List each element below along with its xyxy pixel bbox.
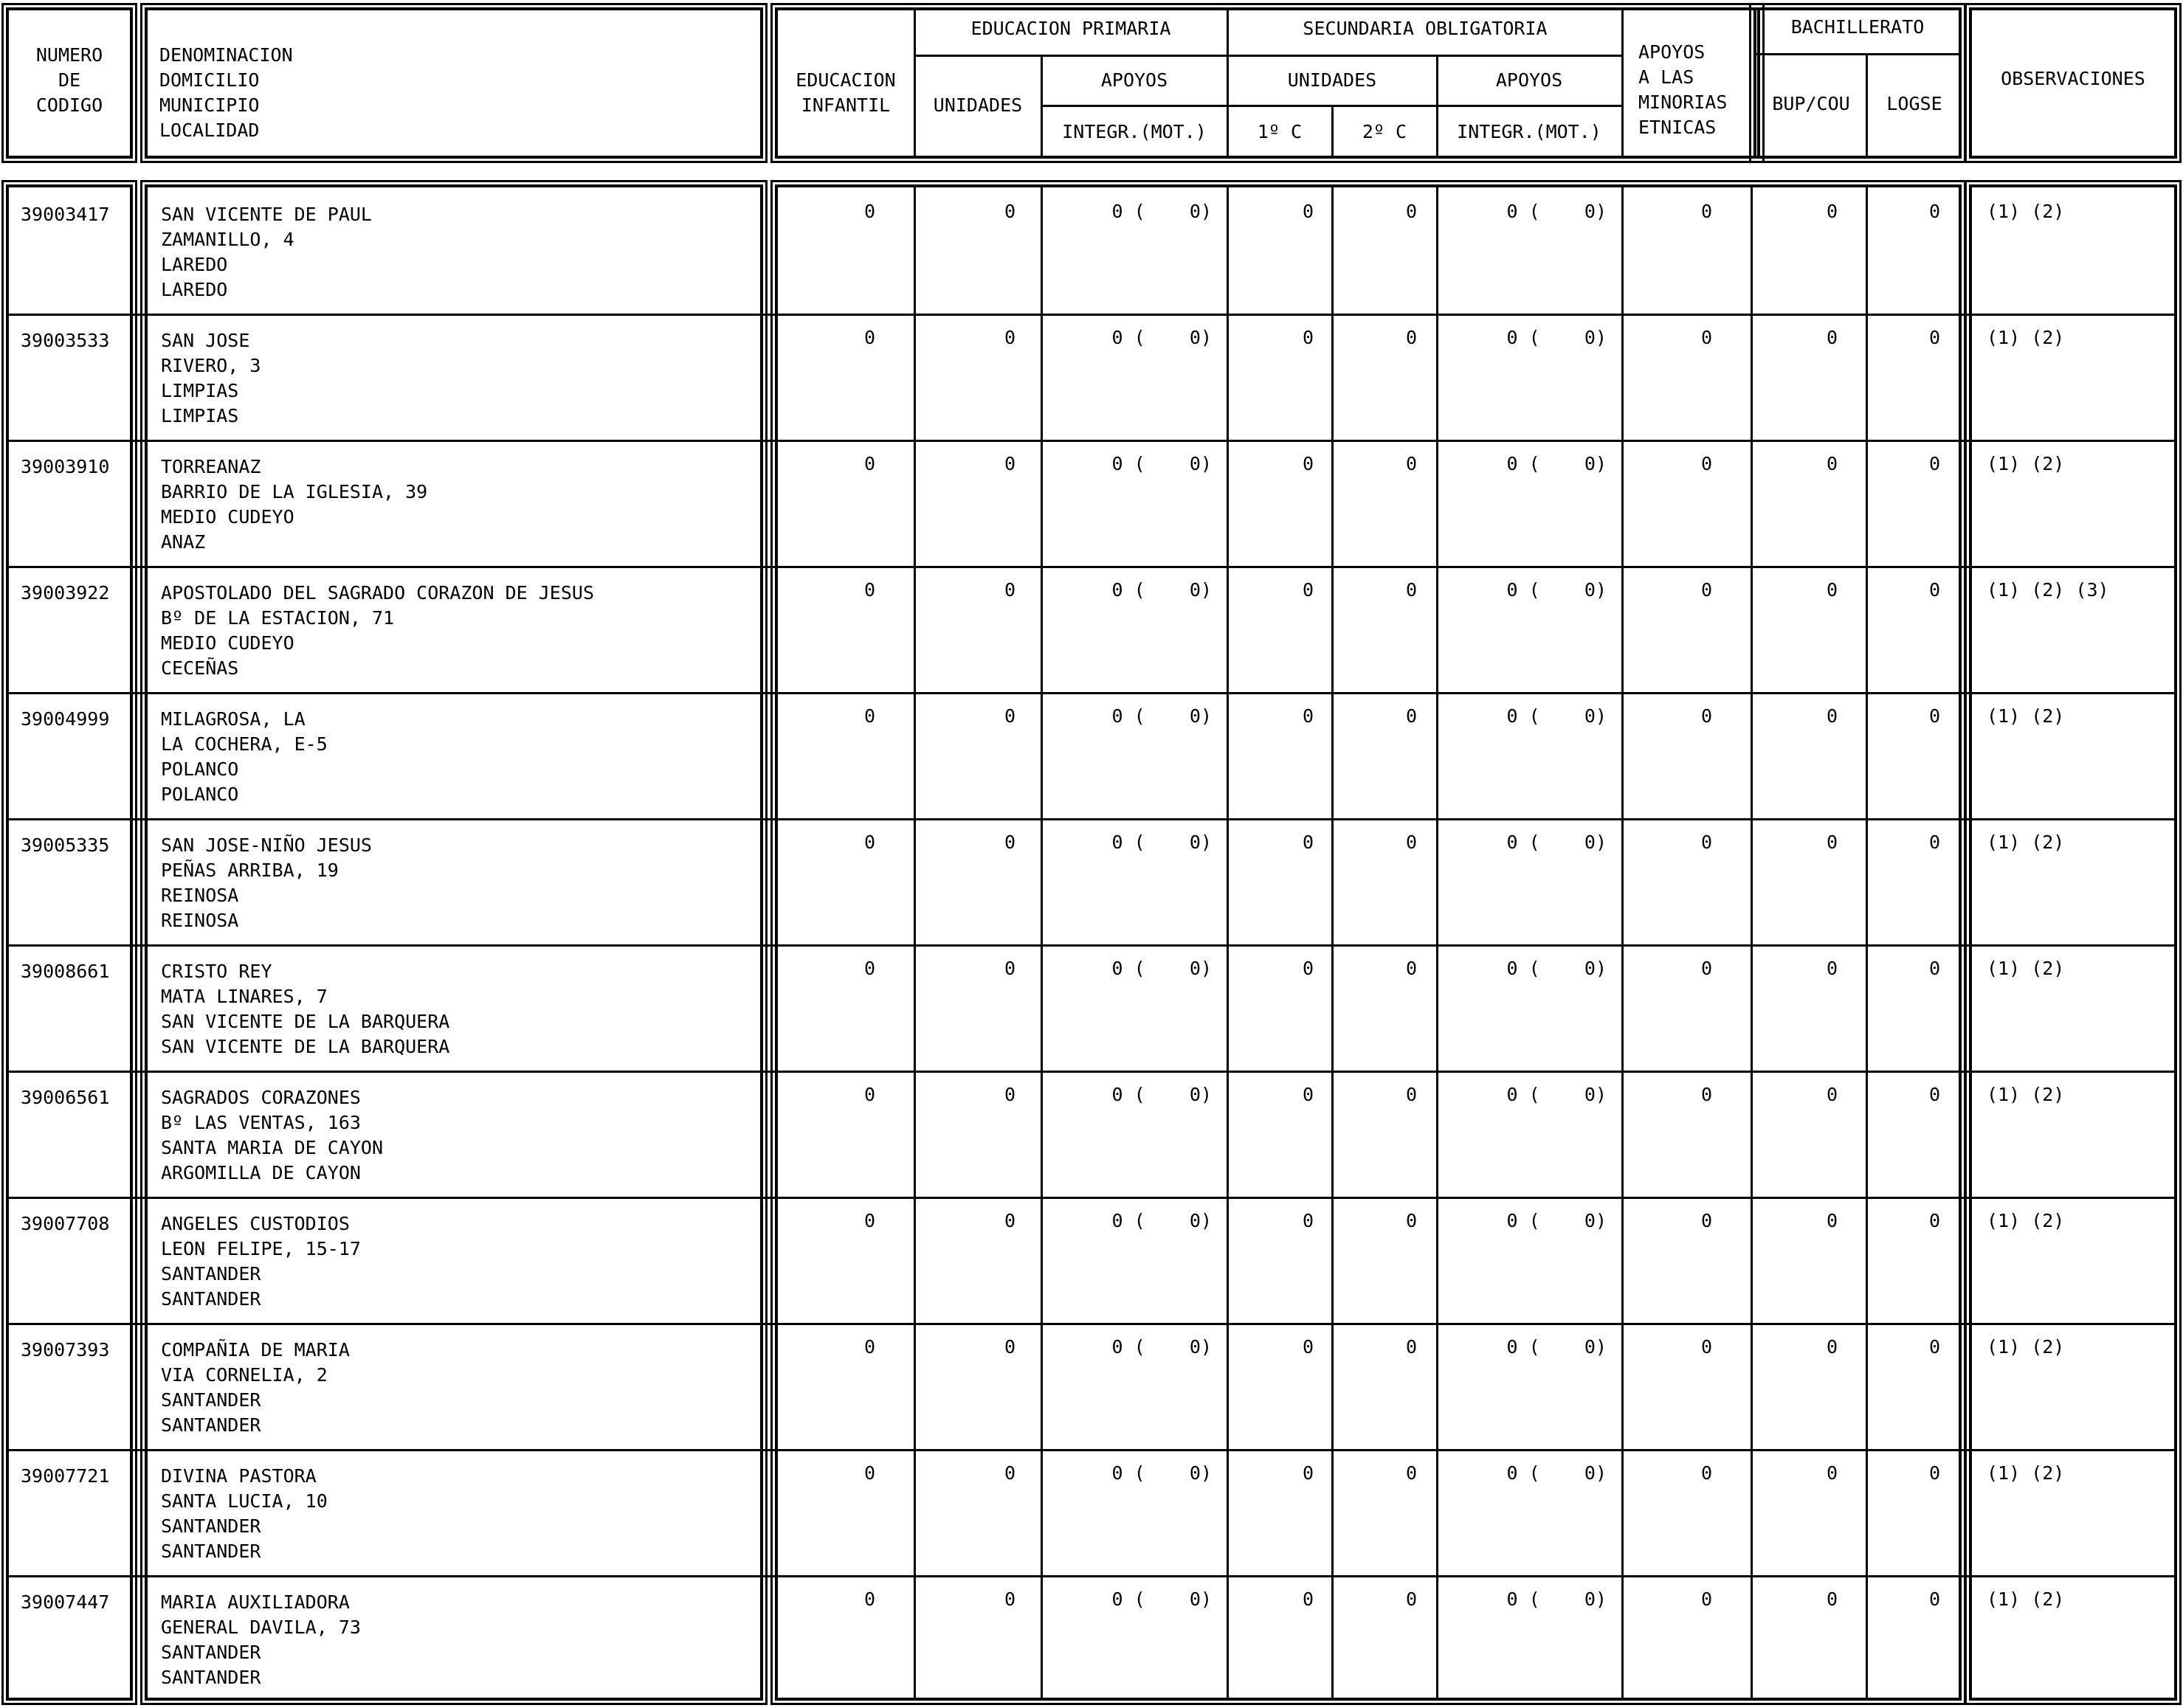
- row-separator: [6, 1071, 2177, 1073]
- row-sec-1c: 0: [1302, 705, 1314, 727]
- header-divider: [1753, 53, 1962, 55]
- header-primer-ciclo: 1º C: [1257, 121, 1303, 142]
- row-codigo: 39004999: [21, 708, 110, 730]
- row-sec-2c: 0: [1405, 201, 1417, 222]
- header-divider: [1331, 106, 1334, 159]
- row-logse: 0: [1928, 831, 1940, 853]
- row-sec-1c: 0: [1302, 579, 1314, 601]
- header-divider: [1866, 55, 1868, 159]
- row-minorias: 0: [1700, 1210, 1712, 1231]
- row-prim-unidades: 0: [1004, 1462, 1015, 1484]
- row-bup: 0: [1826, 201, 1838, 222]
- row-municipio: LIMPIAS: [161, 380, 239, 401]
- column-divider: [1621, 184, 1624, 1701]
- row-prim-apoyos: 0 ( 0): [1111, 831, 1212, 853]
- row-codigo: 39003922: [21, 582, 110, 604]
- row-minorias: 0: [1700, 453, 1712, 474]
- row-prim-apoyos: 0 ( 0): [1111, 1462, 1212, 1484]
- row-prim-apoyos: 0 ( 0): [1111, 201, 1212, 222]
- header-secundaria-obligatoria: SECUNDARIA OBLIGATORIA: [1303, 18, 1548, 39]
- row-observaciones: (1) (2) (3): [1987, 579, 2109, 601]
- row-infantil: 0: [863, 327, 875, 348]
- row-bup: 0: [1826, 1588, 1838, 1610]
- row-codigo: 39007708: [21, 1213, 110, 1234]
- row-infantil: 0: [863, 579, 875, 601]
- header-prim-apoyos: APOYOS: [1100, 69, 1168, 91]
- header-bachillerato: BACHILLERATO: [1790, 16, 1925, 38]
- row-observaciones: (1) (2): [1987, 453, 2065, 474]
- row-infantil: 0: [863, 1336, 875, 1358]
- row-bup: 0: [1826, 958, 1838, 979]
- row-sec-2c: 0: [1405, 1588, 1417, 1610]
- row-logse: 0: [1928, 201, 1940, 222]
- row-sec-2c: 0: [1405, 453, 1417, 474]
- row-sec-1c: 0: [1302, 453, 1314, 474]
- row-minorias: 0: [1700, 1084, 1712, 1105]
- row-prim-apoyos: 0 ( 0): [1111, 327, 1212, 348]
- row-observaciones: (1) (2): [1987, 705, 2065, 727]
- row-sec-apoyos: 0 ( 0): [1506, 1084, 1607, 1105]
- row-observaciones: (1) (2): [1987, 327, 2065, 348]
- row-municipio: REINOSA: [161, 885, 239, 906]
- row-observaciones: (1) (2): [1987, 1084, 2065, 1105]
- row-observaciones: (1) (2): [1987, 958, 2065, 979]
- row-nombre: SAGRADOS CORAZONES: [161, 1087, 361, 1108]
- row-bup: 0: [1826, 1084, 1838, 1105]
- row-nombre: CRISTO REY: [161, 961, 272, 982]
- row-municipio: LAREDO: [161, 254, 228, 275]
- header-denominacion: DENOMINACION DOMICILIO MUNICIPIO LOCALIDAD: [159, 44, 293, 141]
- header-segundo-ciclo: 2º C: [1362, 121, 1407, 142]
- row-minorias: 0: [1700, 327, 1712, 348]
- row-codigo: 39007393: [21, 1339, 110, 1360]
- header-sec-unidades: UNIDADES: [1287, 69, 1377, 91]
- row-codigo: 39006561: [21, 1087, 110, 1108]
- row-localidad: REINOSA: [161, 910, 239, 931]
- row-localidad: ARGOMILLA DE CAYON: [161, 1162, 361, 1183]
- row-localidad: SAN VICENTE DE LA BARQUERA: [161, 1036, 450, 1057]
- row-prim-apoyos: 0 ( 0): [1111, 958, 1212, 979]
- row-localidad: POLANCO: [161, 784, 239, 805]
- row-codigo: 39008661: [21, 961, 110, 982]
- row-sec-1c: 0: [1302, 1084, 1314, 1105]
- header-educacion-primaria: EDUCACION PRIMARIA: [970, 18, 1171, 39]
- row-infantil: 0: [863, 201, 875, 222]
- row-bup: 0: [1826, 453, 1838, 474]
- row-sec-2c: 0: [1405, 1084, 1417, 1105]
- row-observaciones: (1) (2): [1987, 1588, 2065, 1610]
- row-nombre: MILAGROSA, LA: [161, 708, 306, 730]
- row-infantil: 0: [863, 1462, 875, 1484]
- row-separator: [6, 692, 2177, 694]
- row-domicilio: Bº DE LA ESTACION, 71: [161, 607, 395, 629]
- row-logse: 0: [1928, 1210, 1940, 1231]
- header-numero: NUMERO DE CODIGO: [35, 44, 103, 116]
- row-prim-apoyos: 0 ( 0): [1111, 1084, 1212, 1105]
- row-nombre: SAN VICENTE DE PAUL: [161, 204, 372, 225]
- row-sec-apoyos: 0 ( 0): [1506, 705, 1607, 727]
- header-apoyos-minorias: APOYOS A LAS MINORIAS ETNICAS: [1638, 41, 1728, 138]
- row-logse: 0: [1928, 579, 1940, 601]
- row-sec-apoyos: 0 ( 0): [1506, 201, 1607, 222]
- row-minorias: 0: [1700, 831, 1712, 853]
- row-domicilio: LA COCHERA, E-5: [161, 733, 328, 755]
- row-observaciones: (1) (2): [1987, 1336, 2065, 1358]
- row-nombre: MARIA AUXILIADORA: [161, 1591, 350, 1613]
- row-prim-unidades: 0: [1004, 1084, 1015, 1105]
- column-divider: [1227, 184, 1229, 1701]
- row-nombre: SAN JOSE: [161, 330, 250, 351]
- row-prim-unidades: 0: [1004, 1588, 1015, 1610]
- header-sec-apoyos: APOYOS: [1495, 69, 1563, 91]
- row-nombre: COMPAÑIA DE MARIA: [161, 1339, 350, 1360]
- row-logse: 0: [1928, 1588, 1940, 1610]
- row-sec-apoyos: 0 ( 0): [1506, 327, 1607, 348]
- row-sec-1c: 0: [1302, 1588, 1314, 1610]
- row-logse: 0: [1928, 453, 1940, 474]
- row-municipio: SANTANDER: [161, 1389, 261, 1411]
- row-nombre: ANGELES CUSTODIOS: [161, 1213, 350, 1234]
- row-sec-2c: 0: [1405, 579, 1417, 601]
- row-infantil: 0: [863, 705, 875, 727]
- row-minorias: 0: [1700, 1336, 1712, 1358]
- row-prim-apoyos: 0 ( 0): [1111, 705, 1212, 727]
- row-localidad: LIMPIAS: [161, 405, 239, 426]
- row-bup: 0: [1826, 831, 1838, 853]
- row-sec-2c: 0: [1405, 1336, 1417, 1358]
- header-bup-cou: BUP/COU: [1772, 93, 1850, 114]
- row-prim-unidades: 0: [1004, 1210, 1015, 1231]
- row-separator: [6, 440, 2177, 442]
- row-municipio: POLANCO: [161, 758, 239, 780]
- row-infantil: 0: [863, 1084, 875, 1105]
- row-localidad: SANTANDER: [161, 1667, 261, 1688]
- row-bup: 0: [1826, 327, 1838, 348]
- row-logse: 0: [1928, 1462, 1940, 1484]
- row-logse: 0: [1928, 1084, 1940, 1105]
- row-separator: [6, 314, 2177, 316]
- row-logse: 0: [1928, 1336, 1940, 1358]
- row-domicilio: BARRIO DE LA IGLESIA, 39: [161, 481, 428, 502]
- row-sec-2c: 0: [1405, 1210, 1417, 1231]
- row-domicilio: Bº LAS VENTAS, 163: [161, 1112, 361, 1133]
- header-divider: [1227, 105, 1621, 107]
- header-divider: [1227, 7, 1229, 159]
- row-municipio: SANTANDER: [161, 1515, 261, 1537]
- row-domicilio: MATA LINARES, 7: [161, 986, 328, 1007]
- row-observaciones: (1) (2): [1987, 831, 2065, 853]
- row-municipio: MEDIO CUDEYO: [161, 506, 294, 528]
- row-prim-unidades: 0: [1004, 201, 1015, 222]
- row-municipio: SANTA MARIA DE CAYON: [161, 1137, 384, 1158]
- row-separator: [6, 1449, 2177, 1451]
- header-logse: LOGSE: [1886, 93, 1942, 114]
- row-domicilio: GENERAL DAVILA, 73: [161, 1617, 361, 1638]
- row-domicilio: SANTA LUCIA, 10: [161, 1490, 328, 1512]
- column-divider: [1866, 184, 1868, 1701]
- row-prim-unidades: 0: [1004, 705, 1015, 727]
- column-divider: [1041, 184, 1043, 1701]
- row-nombre: SAN JOSE-NIÑO JESUS: [161, 834, 372, 856]
- header-divider: [914, 55, 1621, 57]
- row-bup: 0: [1826, 1462, 1838, 1484]
- row-infantil: 0: [863, 1588, 875, 1610]
- row-prim-unidades: 0: [1004, 453, 1015, 474]
- row-minorias: 0: [1700, 1462, 1712, 1484]
- row-codigo: 39003910: [21, 456, 110, 477]
- row-separator: [6, 1197, 2177, 1199]
- row-sec-1c: 0: [1302, 958, 1314, 979]
- row-municipio: SAN VICENTE DE LA BARQUERA: [161, 1011, 450, 1032]
- header-observaciones: OBSERVACIONES: [2001, 68, 2145, 89]
- row-localidad: SANTANDER: [161, 1414, 261, 1436]
- header-divider: [1041, 56, 1043, 159]
- header-prim-integr: INTEGR.(MOT.): [1062, 121, 1207, 142]
- header-divider: [1041, 105, 1227, 107]
- row-sec-2c: 0: [1405, 958, 1417, 979]
- row-sec-apoyos: 0 ( 0): [1506, 579, 1607, 601]
- column-divider: [1436, 184, 1438, 1701]
- row-bup: 0: [1826, 579, 1838, 601]
- row-separator: [6, 818, 2177, 820]
- row-infantil: 0: [863, 831, 875, 853]
- row-sec-1c: 0: [1302, 1210, 1314, 1231]
- row-localidad: ANAZ: [161, 531, 206, 553]
- row-prim-unidades: 0: [1004, 327, 1015, 348]
- row-bup: 0: [1826, 1336, 1838, 1358]
- row-prim-apoyos: 0 ( 0): [1111, 1336, 1212, 1358]
- row-observaciones: (1) (2): [1987, 201, 2065, 222]
- row-localidad: CECEÑAS: [161, 657, 239, 679]
- row-minorias: 0: [1700, 705, 1712, 727]
- row-minorias: 0: [1700, 1588, 1712, 1610]
- header-divider: [1621, 7, 1624, 159]
- row-minorias: 0: [1700, 579, 1712, 601]
- row-sec-1c: 0: [1302, 831, 1314, 853]
- row-prim-apoyos: 0 ( 0): [1111, 453, 1212, 474]
- header-divider: [914, 7, 916, 159]
- row-minorias: 0: [1700, 201, 1712, 222]
- row-sec-apoyos: 0 ( 0): [1506, 1336, 1607, 1358]
- row-prim-unidades: 0: [1004, 958, 1015, 979]
- row-municipio: SANTANDER: [161, 1263, 261, 1285]
- row-codigo: 39005335: [21, 834, 110, 856]
- row-sec-2c: 0: [1405, 1462, 1417, 1484]
- row-infantil: 0: [863, 1210, 875, 1231]
- row-codigo: 39007447: [21, 1591, 110, 1613]
- row-infantil: 0: [863, 958, 875, 979]
- row-domicilio: LEON FELIPE, 15-17: [161, 1238, 361, 1259]
- row-prim-unidades: 0: [1004, 831, 1015, 853]
- row-sec-2c: 0: [1405, 705, 1417, 727]
- row-prim-apoyos: 0 ( 0): [1111, 579, 1212, 601]
- row-localidad: SANTANDER: [161, 1541, 261, 1562]
- header-educacion-infantil: EDUCACION INFANTIL: [796, 69, 896, 116]
- header-prim-unidades: UNIDADES: [933, 94, 1023, 116]
- row-municipio: SANTANDER: [161, 1642, 261, 1663]
- row-logse: 0: [1928, 958, 1940, 979]
- row-codigo: 39003533: [21, 330, 110, 351]
- row-prim-apoyos: 0 ( 0): [1111, 1210, 1212, 1231]
- row-sec-1c: 0: [1302, 1462, 1314, 1484]
- row-sec-1c: 0: [1302, 327, 1314, 348]
- row-nombre: APOSTOLADO DEL SAGRADO CORAZON DE JESUS: [161, 582, 594, 604]
- row-domicilio: ZAMANILLO, 4: [161, 229, 294, 250]
- row-localidad: SANTANDER: [161, 1288, 261, 1310]
- row-codigo: 39003417: [21, 204, 110, 225]
- row-separator: [6, 1323, 2177, 1325]
- row-sec-2c: 0: [1405, 831, 1417, 853]
- row-sec-2c: 0: [1405, 327, 1417, 348]
- row-sec-apoyos: 0 ( 0): [1506, 453, 1607, 474]
- row-domicilio: RIVERO, 3: [161, 355, 261, 376]
- header-sec-integr: INTEGR.(MOT.): [1457, 121, 1601, 142]
- row-observaciones: (1) (2): [1987, 1462, 2065, 1484]
- row-minorias: 0: [1700, 958, 1712, 979]
- row-sec-apoyos: 0 ( 0): [1506, 1462, 1607, 1484]
- row-logse: 0: [1928, 705, 1940, 727]
- header-divider: [1436, 56, 1438, 159]
- row-infantil: 0: [863, 453, 875, 474]
- row-sec-apoyos: 0 ( 0): [1506, 1210, 1607, 1231]
- row-prim-unidades: 0: [1004, 579, 1015, 601]
- row-sec-1c: 0: [1302, 1336, 1314, 1358]
- row-bup: 0: [1826, 1210, 1838, 1231]
- column-divider: [1331, 184, 1334, 1701]
- row-nombre: TORREANAZ: [161, 456, 261, 477]
- row-separator: [6, 566, 2177, 568]
- row-sec-apoyos: 0 ( 0): [1506, 831, 1607, 853]
- row-prim-unidades: 0: [1004, 1336, 1015, 1358]
- row-bup: 0: [1826, 705, 1838, 727]
- row-separator: [6, 1575, 2177, 1577]
- row-domicilio: VIA CORNELIA, 2: [161, 1364, 328, 1386]
- row-separator: [6, 944, 2177, 947]
- row-domicilio: PEÑAS ARRIBA, 19: [161, 860, 339, 881]
- row-codigo: 39007721: [21, 1465, 110, 1487]
- row-nombre: DIVINA PASTORA: [161, 1465, 317, 1487]
- column-divider: [1751, 184, 1753, 1701]
- row-sec-apoyos: 0 ( 0): [1506, 1588, 1607, 1610]
- row-sec-1c: 0: [1302, 201, 1314, 222]
- column-divider: [914, 184, 916, 1701]
- row-prim-apoyos: 0 ( 0): [1111, 1588, 1212, 1610]
- row-municipio: MEDIO CUDEYO: [161, 632, 294, 654]
- row-logse: 0: [1928, 327, 1940, 348]
- row-sec-apoyos: 0 ( 0): [1506, 958, 1607, 979]
- row-localidad: LAREDO: [161, 279, 228, 300]
- row-observaciones: (1) (2): [1987, 1210, 2065, 1231]
